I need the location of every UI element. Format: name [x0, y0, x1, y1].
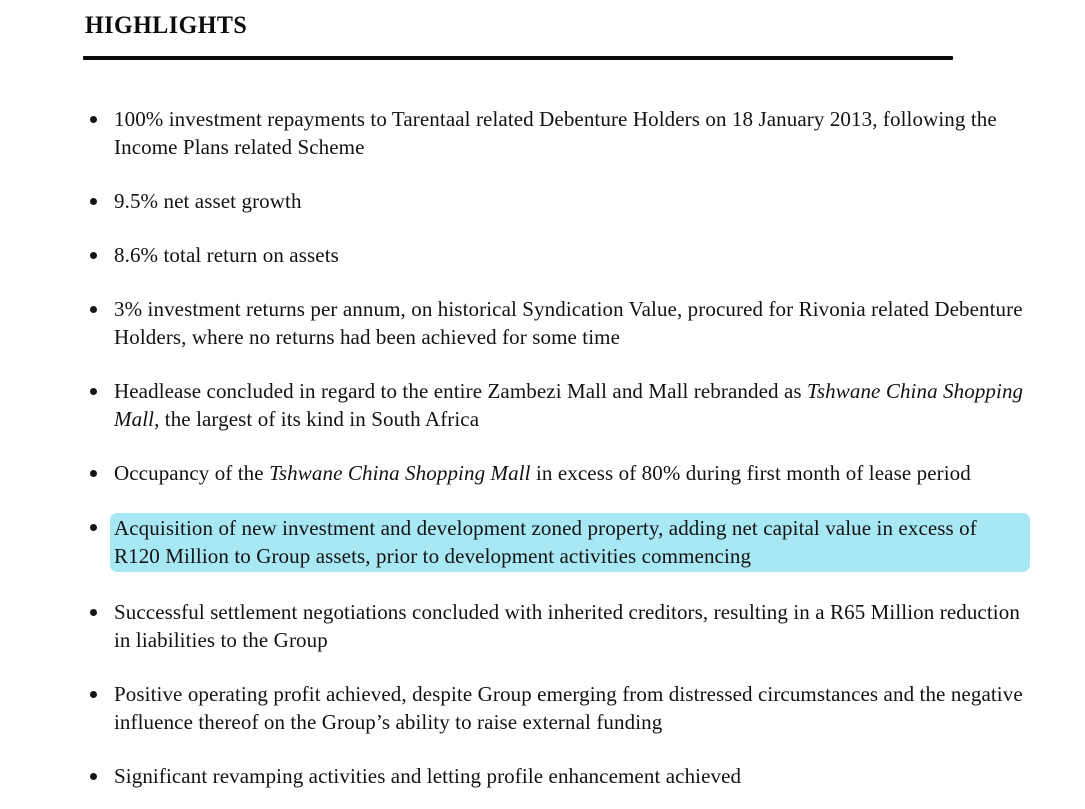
- bullet-text: [114, 680, 1030, 736]
- text-segment: in excess of 80% during first month of lease period: [530, 461, 971, 485]
- text-segment: 3% investment returns per annum, on historical Syndication Value, procured for Rivonia related Debenture Holders, where no returns had been achieved for some time: [114, 297, 1023, 349]
- text-segment: 100% investment repayments to Tarentaal related Debenture Holders on 18 January 2013, following the Income Plans related Scheme: [114, 107, 997, 159]
- bullet-icon: [90, 116, 97, 123]
- list-item: [85, 762, 1030, 790]
- bullet-icon: [90, 252, 97, 259]
- list-item: [85, 459, 1030, 487]
- title-divider: [83, 56, 953, 60]
- text-segment: Successful settlement negotiations concluded with inherited creditors, resulting in a R65 Million reduction in liabilities to the Group: [114, 600, 1020, 652]
- page-title: HIGHLIGHTS: [85, 12, 248, 39]
- list-item: [85, 598, 1030, 654]
- italic-text-segment: Tshwane China Shopping Mall: [269, 461, 531, 485]
- bullet-text: [114, 762, 741, 790]
- bullet-text: [114, 241, 339, 269]
- text-segment: Significant revamping activities and letting profile enhancement achieved: [114, 764, 742, 788]
- bullet-text: [114, 187, 302, 215]
- list-item: [85, 105, 1030, 161]
- bullet-text: [114, 377, 1030, 433]
- bullet-text: [114, 459, 971, 487]
- italic-text-segment: Tshwane China Shopping Mall: [114, 379, 1024, 431]
- bullet-icon: [90, 198, 97, 205]
- list-item: [85, 241, 1030, 269]
- text-segment: , the largest of its kind in South Africa: [154, 407, 480, 431]
- bullet-icon: [90, 773, 97, 780]
- bullet-text: [114, 598, 1030, 654]
- text-segment: Headlease concluded in regard to the entire Zambezi Mall and Mall rebranded as: [114, 379, 808, 403]
- bullet-text: [114, 295, 1030, 351]
- text-segment: Acquisition of new investment and development zoned property, adding net capital value in excess of R120 Million to Group assets, prior to development activities commencing: [114, 516, 977, 568]
- list-item: [85, 513, 1030, 572]
- text-segment: 9.5% net asset growth: [114, 189, 302, 213]
- bullet-icon: [90, 524, 97, 531]
- bullet-icon: [90, 306, 97, 313]
- bullet-icon: [90, 691, 97, 698]
- list-item: [85, 377, 1030, 433]
- list-item: [85, 295, 1030, 351]
- list-item: [85, 187, 1030, 215]
- bullet-text: [114, 105, 1030, 161]
- bullet-icon: [90, 470, 97, 477]
- list-item: [85, 680, 1030, 736]
- bullet-text-highlighted: [110, 513, 1030, 572]
- bullet-icon: [90, 388, 97, 395]
- text-segment: Positive operating profit achieved, despite Group emerging from distressed circumstances and the negative influence thereof on the Group’s ability to raise external funding: [114, 682, 1023, 734]
- highlights-list: [85, 105, 1030, 790]
- text-segment: Occupancy of the: [114, 461, 270, 485]
- text-segment: 8.6% total return on assets: [114, 243, 339, 267]
- bullet-icon: [90, 609, 97, 616]
